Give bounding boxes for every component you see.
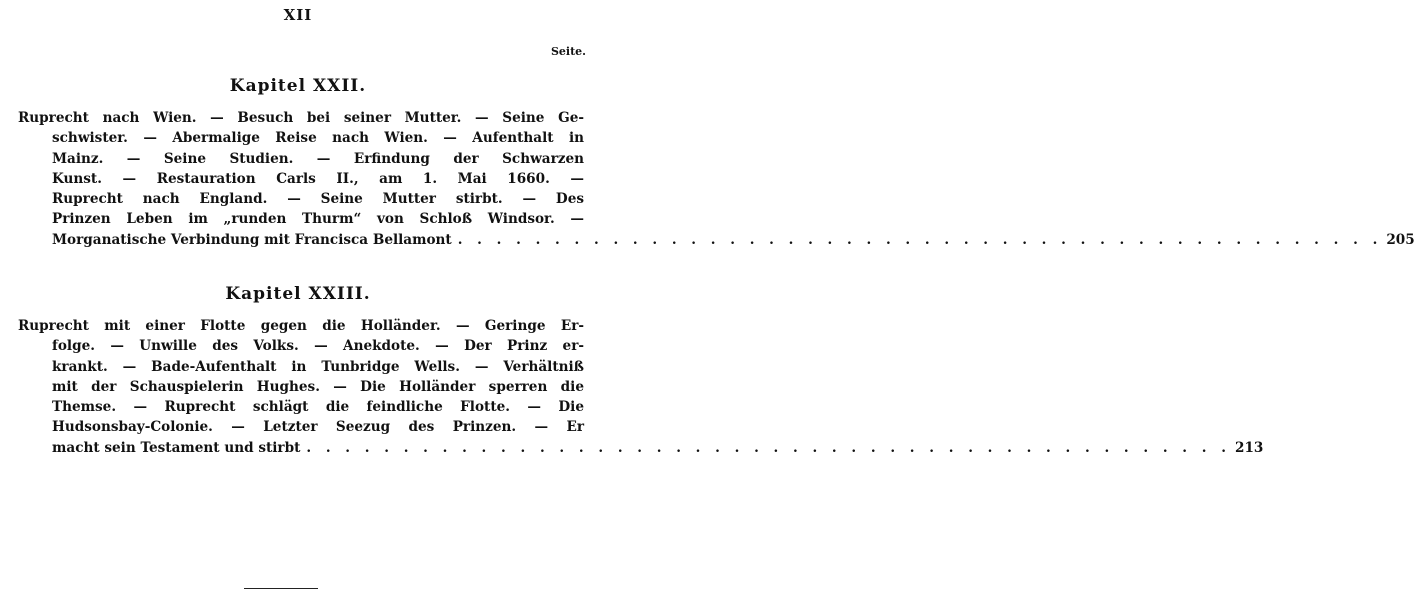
summary-last-line — [18, 438, 1264, 458]
summary-line: schwister. — Abermalige Reise nach Wien. — Aufenthalt in — [52, 130, 584, 147]
summary-line: Ruprecht nach England. — Seine Mutter stirbt. — Des — [52, 191, 584, 208]
chapter-heading: Kapitel XXIII. — [225, 284, 371, 304]
seite-column-label: Seite. — [550, 45, 586, 58]
page-reference: 205 — [1386, 231, 1415, 248]
summary-last-line — [18, 230, 1415, 250]
summary-line: Hudsonsbay-Colonie. — Letzter Seezug des Prinzen. — Er — [52, 419, 584, 436]
dot-leader: . . . . . . . . . . . . . . . . . . . . . . . . . . . . . . . . . . . . . . . . . . . . . . . . — [306, 439, 1231, 456]
summary-line: folge. — Unwille des Volks. — Anekdote. — Der Prinz er- — [52, 338, 584, 355]
chapter-heading: Kapitel XXII. — [229, 76, 367, 96]
dot-leader: . . . . . . . . . . . . . . . . . . . . . . . . . . . . . . . . . . . . . . . . . . . . . . . . — [457, 231, 1383, 248]
chapter-summary — [18, 108, 1415, 250]
summary-line: krankt. — Bade-Aufenthalt in Tunbridge Wells. — Verhältniß — [52, 358, 584, 375]
summary-line: Kunst. — Restauration Carls II., am 1. Mai 1660. — — [52, 170, 584, 187]
summary-line: Morganatische Verbindung mit Francisca Bellamont — [52, 231, 452, 248]
footer-rule — [244, 588, 318, 589]
summary-line: Themse. — Ruprecht schlägt die feindliche Flotte. — Die — [52, 399, 584, 416]
summary-line: Prinzen Leben im „runden Thurm“ von Schloß Windsor. — — [52, 211, 584, 228]
summary-line: macht sein Testament und stirbt — [52, 439, 301, 456]
summary-line: mit der Schauspielerin Hughes. — Die Holländer sperren die — [52, 378, 584, 395]
summary-line: Ruprecht mit einer Flotte gegen die Holländer. — Geringe Er- — [18, 318, 584, 334]
summary-line: Mainz. — Seine Studien. — Erfindung der Schwarzen — [52, 150, 584, 167]
chapter-summary — [18, 316, 1264, 458]
page-number: XII — [283, 6, 313, 24]
summary-line: Ruprecht nach Wien. — Besuch bei seiner Mutter. — Seine Ge- — [18, 110, 584, 126]
page-reference: 213 — [1234, 439, 1264, 456]
